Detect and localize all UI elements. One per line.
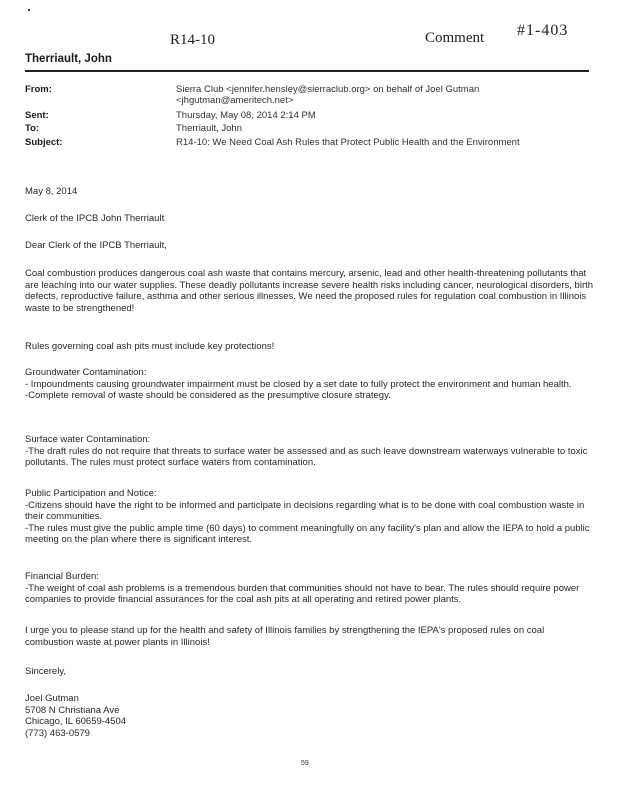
comment-stamp: Comment (425, 30, 485, 46)
letter-recipient: Clerk of the IPCB John Therriault (25, 213, 165, 224)
signature-block: Joel Gutman 5708 N Christiana Ave Chicago, IL 60659-4504 (773) 463-0579 (25, 693, 127, 739)
comment-number-stamp: #1-403 (517, 22, 569, 39)
to-value: Therriault, John (176, 123, 243, 134)
mailbox-owner: Therriault, John (25, 53, 112, 65)
header-divider (25, 70, 589, 72)
letter-date: May 8, 2014 (25, 186, 78, 197)
to-label: To: (25, 123, 40, 134)
letter-salutation: Dear Clerk of the IPCB Therriault, (25, 240, 167, 251)
from-label: From: (25, 84, 52, 95)
sent-value: Thursday, May 08, 2014 2:14 PM (176, 110, 316, 121)
surface-water-section: Surface water Contamination: -The draft rules do not require that threats to surface water be assessed and as such leave downstream waterways vulnerable to toxic pollutants. The rules must protect surface waters from contamination. (25, 434, 588, 468)
from-value: Sierra Club <jennifer.hensley@sierraclub.org> on behalf of Joel Gutman <jhgutman@ameritech.net> (176, 84, 480, 106)
financial-burden-section: Financial Burden: -The weight of coal ash problems is a tremendous burden that communities should not have to bear. The rules should require power companies to provide financial assurances for the coal ash pits at all operating and retired power plants. (25, 571, 580, 605)
scan-speck (28, 9, 30, 11)
closing-plea: I urge you to please stand up for the health and safety of Illinois families by strengthening the IEPA's proposed rules on coal combustion waste at power plants in Illinois! (25, 625, 545, 648)
groundwater-section: Groundwater Contamination: - Impoundments causing groundwater impairment must be closed by a set date to fully protect the environment and human health. -Complete removal of waste should be considered as the presumptive closure strategy. (25, 367, 572, 401)
docket-stamp: R14-10 (170, 32, 215, 48)
intro-paragraph: Coal combustion produces dangerous coal ash waste that contains mercury, arsenic, lead and other health-threatening pollutants that are leaching into our water supplies. These deadly pollutants increase severe health risks including cancer, neurological disorders, birth defects, reproductive failure, asthma and other serious illnesses. We need the proposed rules for regulation coal combustion in Illinois waste to be strengthened! (25, 268, 594, 314)
page-number: 59 (301, 760, 309, 767)
public-participation-section: Public Participation and Notice: -Citizens should have the right to be informed and participate in decisions regarding what is to be done with coal combustion waste in their communities. -The rules must give the public ample time (60 days) to comment meaningfully on any facility's plan and allow the IEPA to hold a public meeting on the plan where there is significant interest. (25, 488, 590, 545)
subject-label: Subject: (25, 137, 63, 148)
rules-line: Rules governing coal ash pits must include key protections! (25, 341, 275, 352)
signoff: Sincerely, (25, 666, 67, 677)
sent-label: Sent: (25, 110, 49, 121)
subject-value: R14-10: We Need Coal Ash Rules that Protect Public Health and the Environment (176, 137, 520, 148)
